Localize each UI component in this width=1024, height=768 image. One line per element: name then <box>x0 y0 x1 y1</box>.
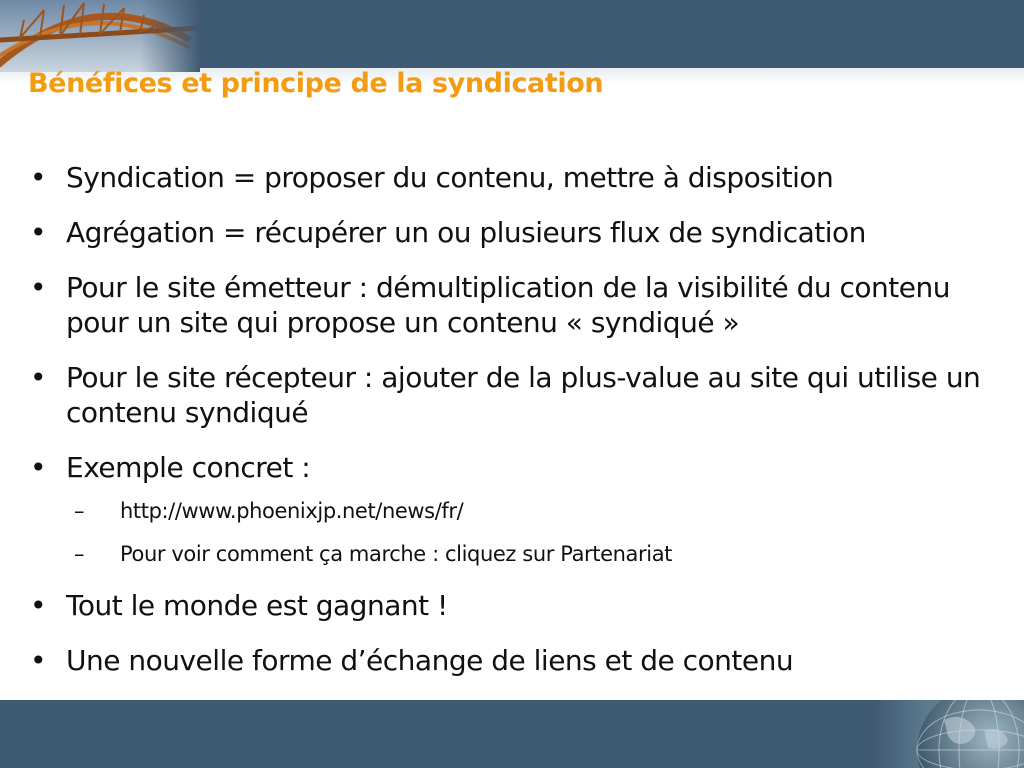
bullet-list <box>28 160 998 698</box>
bullet-marker: • <box>30 589 47 622</box>
url-link[interactable]: http://www.phoenixjp.net/news/fr/ <box>120 499 464 523</box>
bullet-text: Tout le monde est gagnant ! <box>66 589 448 622</box>
bullet-item <box>28 215 998 250</box>
bullet-marker: • <box>30 216 47 249</box>
bottom-banner <box>0 700 1024 768</box>
bullet-text: Pour le site émetteur : démultiplication de la visibilité du contenu pour un site qui propose un contenu « syndiqué » <box>66 271 950 339</box>
slide-title: Bénéfices et principe de la syndication <box>28 68 604 99</box>
bullet-item <box>28 588 998 623</box>
bullet-text: Syndication = proposer du contenu, mettre à disposition <box>66 161 834 194</box>
bullet-item <box>28 450 998 568</box>
bullet-item <box>28 360 998 430</box>
bullet-text: Exemple concret : <box>66 451 311 484</box>
bullet-item <box>28 160 998 195</box>
bullet-text: Agrégation = récupérer un ou plusieurs flux de syndication <box>66 216 866 249</box>
bullet-marker: • <box>30 644 47 677</box>
bullet-item <box>28 643 998 678</box>
globe-image <box>874 700 1024 768</box>
bullet-marker: • <box>30 271 47 304</box>
sub-bullet-marker: – <box>74 542 85 566</box>
sub-bullet-item <box>74 540 998 568</box>
bullet-text: Une nouvelle forme d’échange de liens et de contenu <box>66 644 794 677</box>
sub-bullet-item <box>74 497 998 525</box>
bullet-text: Pour le site récepteur : ajouter de la plus-value au site qui utilise un contenu syndiqué <box>66 361 981 429</box>
sub-bullet-marker: – <box>74 499 85 523</box>
bridge-image <box>0 0 200 72</box>
bullet-marker: • <box>30 361 47 394</box>
bullet-marker: • <box>30 451 47 484</box>
bullet-item <box>28 270 998 340</box>
sub-bullet-text: Pour voir comment ça marche : cliquez sur Partenariat <box>120 542 672 566</box>
bullet-marker: • <box>30 161 47 194</box>
sub-bullet-list <box>66 497 998 568</box>
